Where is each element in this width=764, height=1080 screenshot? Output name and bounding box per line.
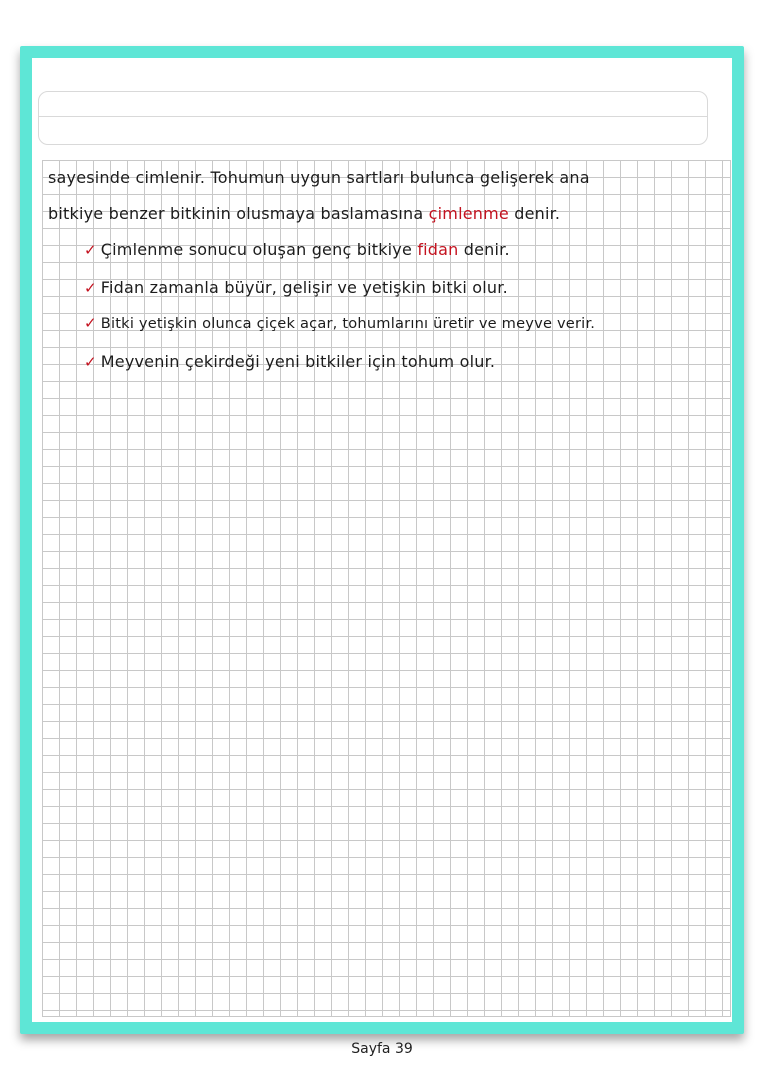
checkmark-icon: ✓ <box>84 241 97 259</box>
checkmark-icon: ✓ <box>84 314 97 332</box>
bullet-item-1 <box>84 240 510 259</box>
line-text: denir. <box>508 204 561 223</box>
bullet-item-2 <box>84 278 508 297</box>
line-text: sayesinde cimlenir. Tohumun uygun sartları bulunca gelişerek ana <box>48 168 590 187</box>
checkmark-icon: ✓ <box>84 279 97 297</box>
checkmark-icon: ✓ <box>84 353 97 371</box>
text-line-2 <box>48 204 560 223</box>
line-text: bitkiye benzer bitkinin olusmaya baslamasına <box>48 204 429 223</box>
bullet-text: Çimlenme sonucu oluşan genç bitkiye <box>100 240 418 259</box>
highlighted-term: fidan <box>417 240 459 259</box>
page-number: Sayfa 39 <box>351 1041 413 1057</box>
bullet-item-4 <box>84 352 495 371</box>
bullet-text: denir. <box>458 240 510 259</box>
text-line-1 <box>48 168 590 187</box>
bullet-item-3 <box>84 314 595 332</box>
title-box-divider <box>39 116 707 117</box>
title-box <box>38 91 708 145</box>
highlighted-term: çimlenme <box>428 204 509 223</box>
bullet-text: Meyvenin çekirdeği yeni bitkiler için tohum olur. <box>100 352 496 371</box>
bullet-text: Fidan zamanla büyür, gelişir ve yetişkin bitki olur. <box>100 278 508 297</box>
notebook-page <box>32 58 732 1022</box>
bullet-text: Bitki yetişkin olunca çiçek açar, tohumlarını üretir ve meyve verir. <box>100 315 596 332</box>
